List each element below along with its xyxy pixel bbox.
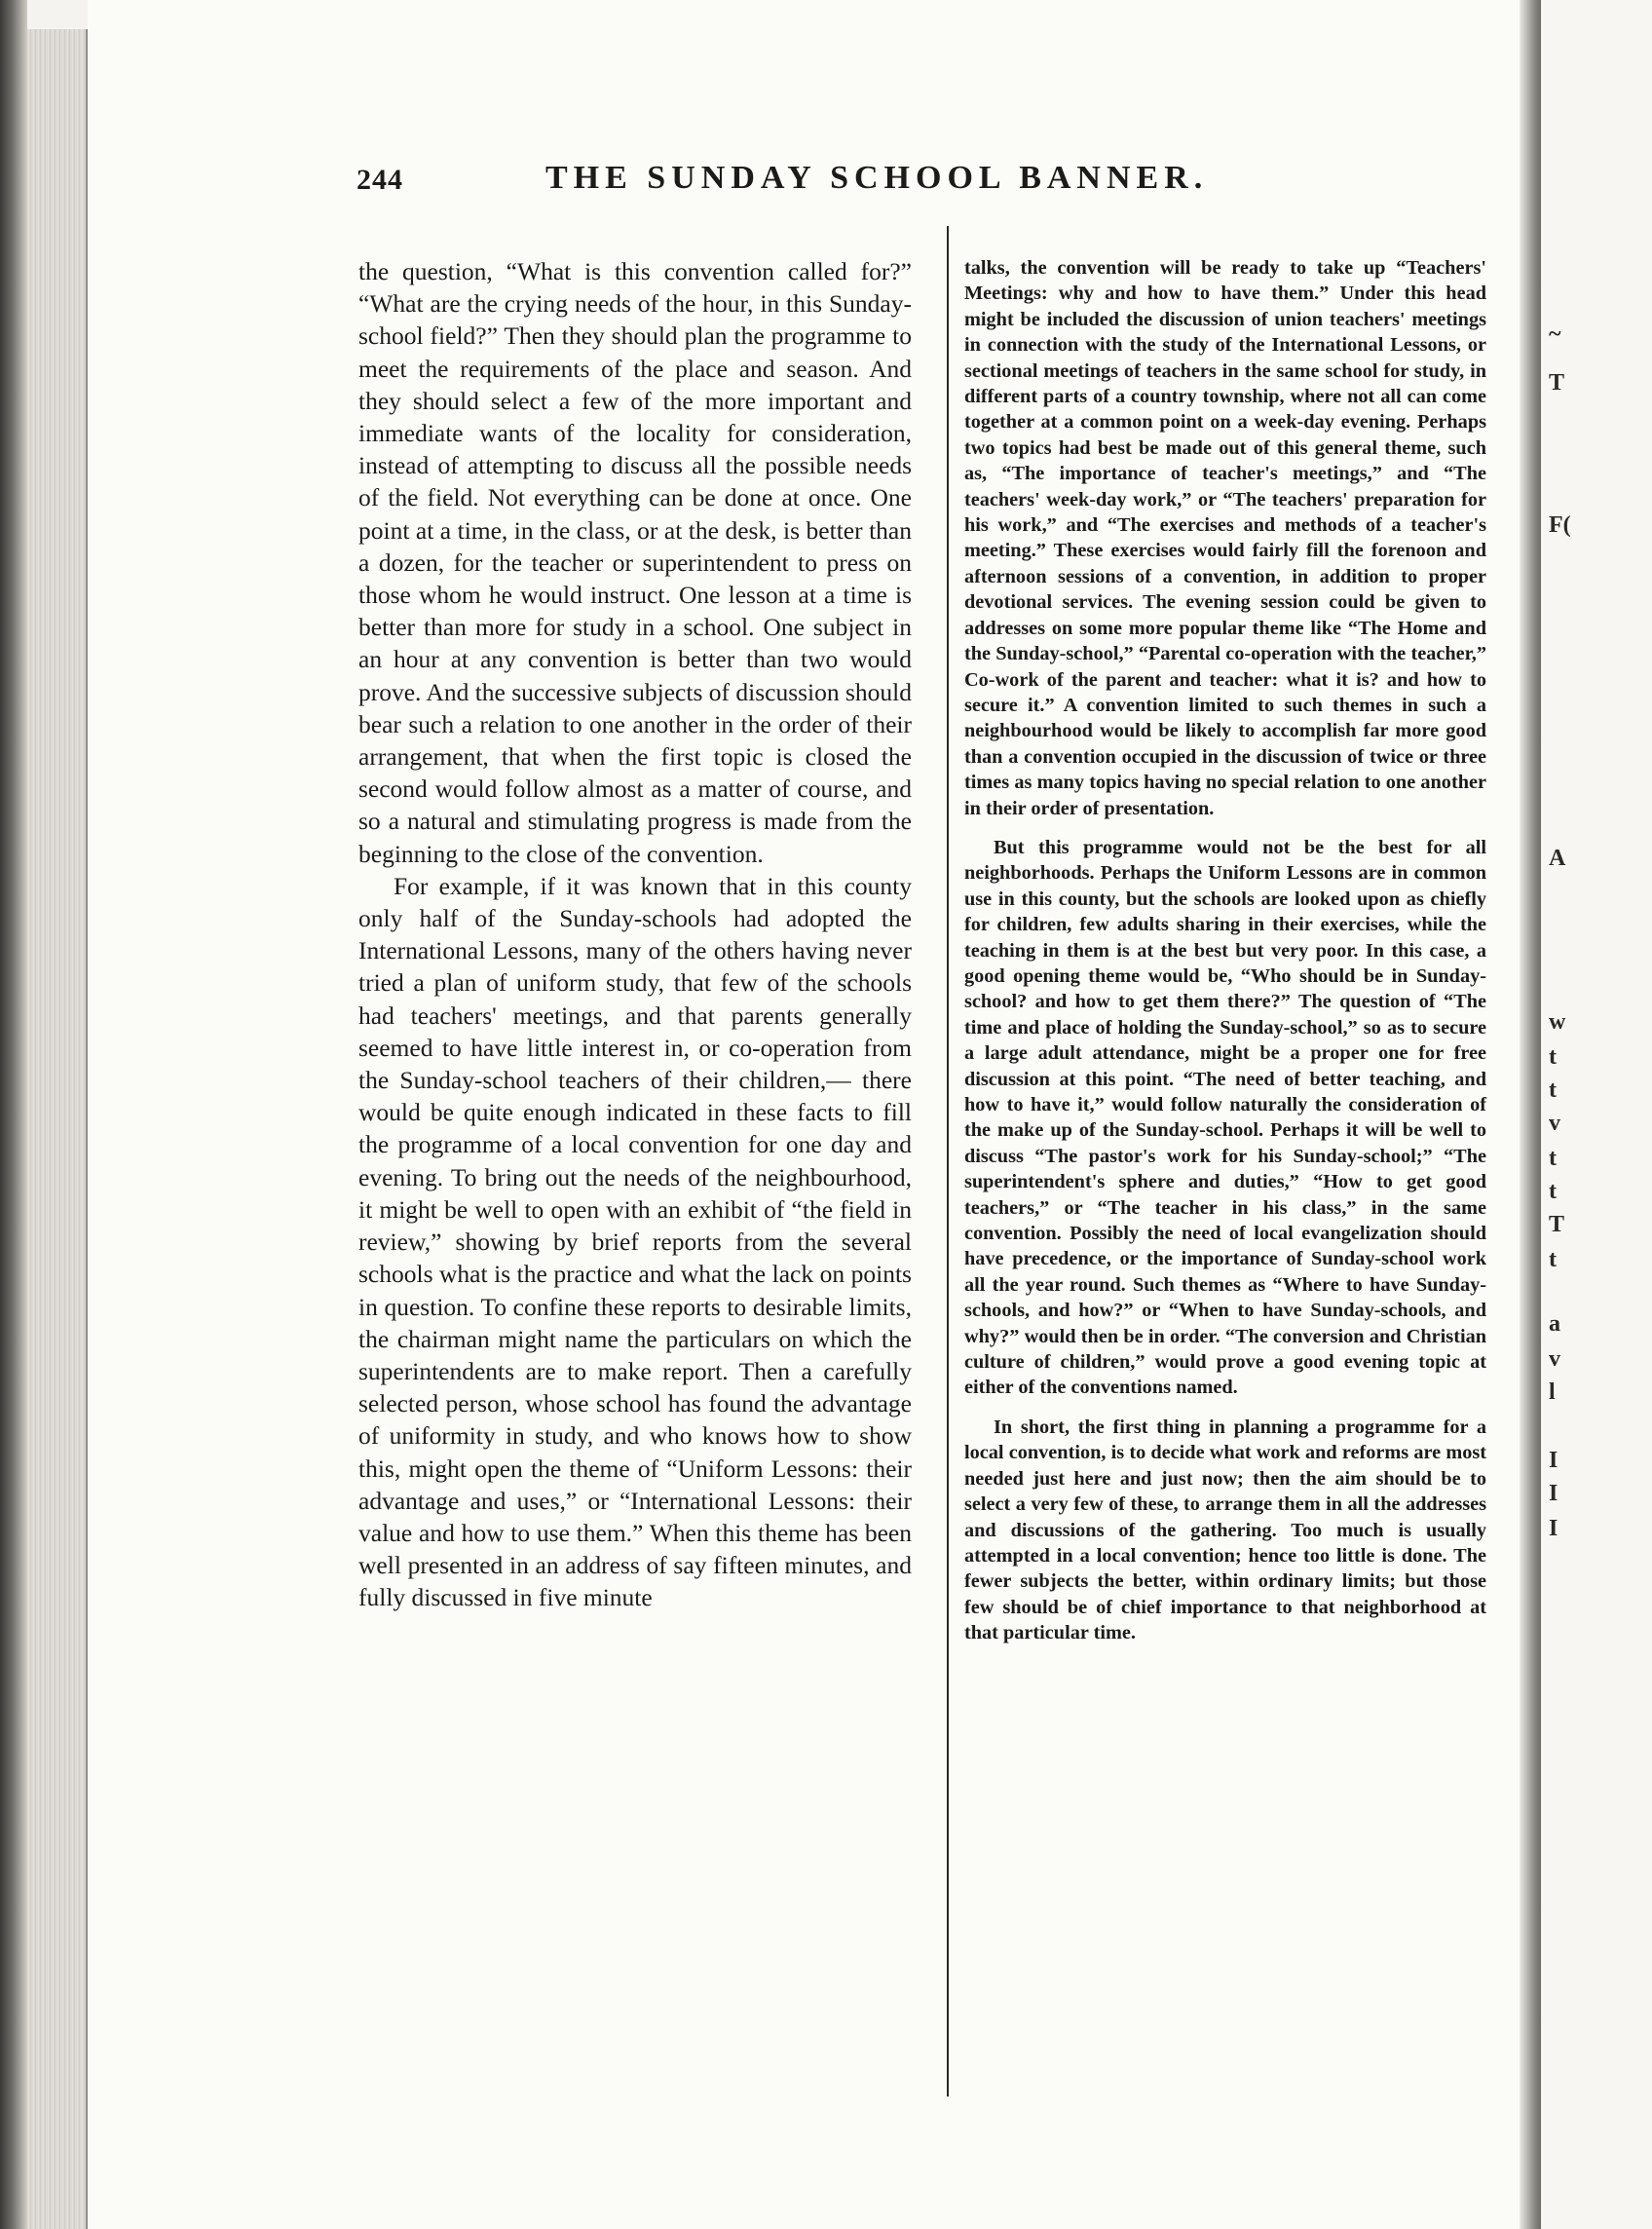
right-paragraph-3: In short, the first thing in planning a programme for a local convention, is to decide what work and reforms are most needed just here and just now; then the aim should be to select a very few of these, to arrange them in all the addresses and discussions of the gathering. Too much is usually attempted in a local convention; hence too little is done. The fewer subjects the better, within ordinary limits; but those few should be of chief importance to that neighborhood at that particular time. [964,1416,1486,1644]
left-paragraph-1: the question, “What is this convention called for?” “What are the crying needs of the hour, in this Sunday-school field?” Then they should plan the programme to meet the requirements of the place and season. And they should select a few of the more important and immediate wants of the locality for consideration, instead of attempting to discuss all the possible needs of the field. Not everything can be done at once. One point at a time, in the class, or at the desk, is better than a dozen, for the teacher or superintendent to press on those whom he would instruct. One lesson at a time is better than more for study in a school. One subject in an hour at any convention is better than two would prove. And the successive subjects of discussion should bear such a relation to one another in the order of their arrangement, that when the first topic is closed the second would follow almost as a matter of course, and so a natural and stimulating progress is made from the beginning to the close of the convention. [358,257,913,868]
facing-fragment: l [1549,1379,1556,1405]
facing-fragment: a [1549,1311,1560,1337]
page-stack-edge [27,29,88,2229]
scanner-edge [0,0,27,2229]
left-paragraph-2: For example, if it was known that in this county only half of the Sunday-schools had adopted the International Lessons, many of the others having never tried a plan of uniform study, that few of the schools had teachers' meetings, and that parents generally seemed to have little interest in, or co-operation from the Sunday-school teachers of their children,— there would be quite enough indicated in these facts to fill the programme of a local convention for one day and evening. To bring out the needs of the neighbourhood, it might be well to open with an exhibit of “the field in review,” showing by brief reports from the several schools what is the practice and what the lack on points in question. To confine these reports to desirable limits, the chairman might name the particulars on which the superintendents are to make report. Then a carefully selected person, whose school has found the advantage of uniformity in study, and who knows how to show this, might open the theme of “Uniform Lessons: their advantage and uses,” or “International Lessons: their value and how to use them.” When this theme has been well presented in an address of say fifteen minutes, and fully discussed in five minute [358,871,912,1612]
facing-fragment: A [1549,846,1566,871]
facing-fragment: T [1549,1212,1565,1237]
facing-fragment: T [1549,370,1565,396]
binding-gutter [1520,0,1541,2229]
facing-fragment: F( [1549,512,1571,538]
running-head: THE SUNDAY SCHOOL BANNER. [545,160,1209,196]
facing-fragment: t [1549,1247,1557,1272]
facing-fragment: v [1549,1111,1560,1136]
facing-fragment: t [1549,1077,1557,1103]
left-column [358,255,912,1614]
column-divider [947,226,949,2097]
facing-fragment: t [1549,1179,1557,1204]
facing-fragment: t [1549,1146,1557,1171]
right-paragraph-1: talks, the convention will be ready to take up “Teachers' Meetings: why and how to have them.” Under this head might be included the discussion of union teachers' meetings in connection with the study of the International Lessons, or sectional meetings of teachers in the same school for study, in different parts of a country township, where not all can come together at a common point on a week-day evening. Perhaps two topics had best be made out of this general theme, such as, “The importance of teacher's meetings,” and “The teachers' week-day work,” or “The teachers' preparation for his work,” and “The exercises and methods of a teacher's meeting.” These exercises would fairly fill the forenoon and afternoon sessions of a convention, in addition to proper devotional services. The evening session could be given to addresses on some more popular theme like “The Home and the Sunday-school,” “Parental co-operation with the teacher,” Co-work of the parent and teacher: what it is? and how to secure it.” A convention limited to such themes in such a neighbourhood would be likely to accomplish far more good than a convention occupied in the discussion of twice or three times as many topics having no special relation to one another in their order of presentation. [964,257,1486,819]
facing-fragment: I [1549,1516,1558,1541]
facing-fragment: I [1549,1448,1558,1473]
facing-fragment: w [1549,1009,1566,1035]
right-column [964,255,1486,1646]
facing-fragment: t [1549,1044,1557,1070]
right-paragraph-2: But this programme would not be the best for all neighborhoods. Perhaps the Uniform Lessons are in common use in this county, but the schools are looked upon as chiefly for children, few adults sharing in their exercises, while the teaching in them is at the best but very poor. In this case, a good opening theme would be, “Who should be in Sunday-school? and how to get them there?” The question of “The time and place of holding the Sunday-school,” so as to secure a large adult attendance, might be a proper one for free discussion at this point. “The need of better teaching, and how to have it,” would follow naturally the consideration of the make up of the Sunday-school. Perhaps it will be well to discuss “The pastor's work for his Sunday-school;” “The superintendent's sphere and duties,” “How to get good teachers,” or “The teacher in his class,” in the same convention. Possibly the need of local evangelization should have precedence, or the importance of Sunday-school work all the year round. Such themes as “Where to have Sunday-schools, and how?” or “When to have Sunday-schools, and why?” would then be in order. “The conversion and Christian culture of children,” would prove a good evening topic at either of the conventions named. [964,836,1486,1399]
facing-fragment: I [1549,1481,1558,1506]
page-number: 244 [357,164,403,196]
facing-page [1541,0,1652,2229]
facing-fragment: v [1549,1346,1560,1372]
facing-fragment: ~ [1549,321,1561,347]
